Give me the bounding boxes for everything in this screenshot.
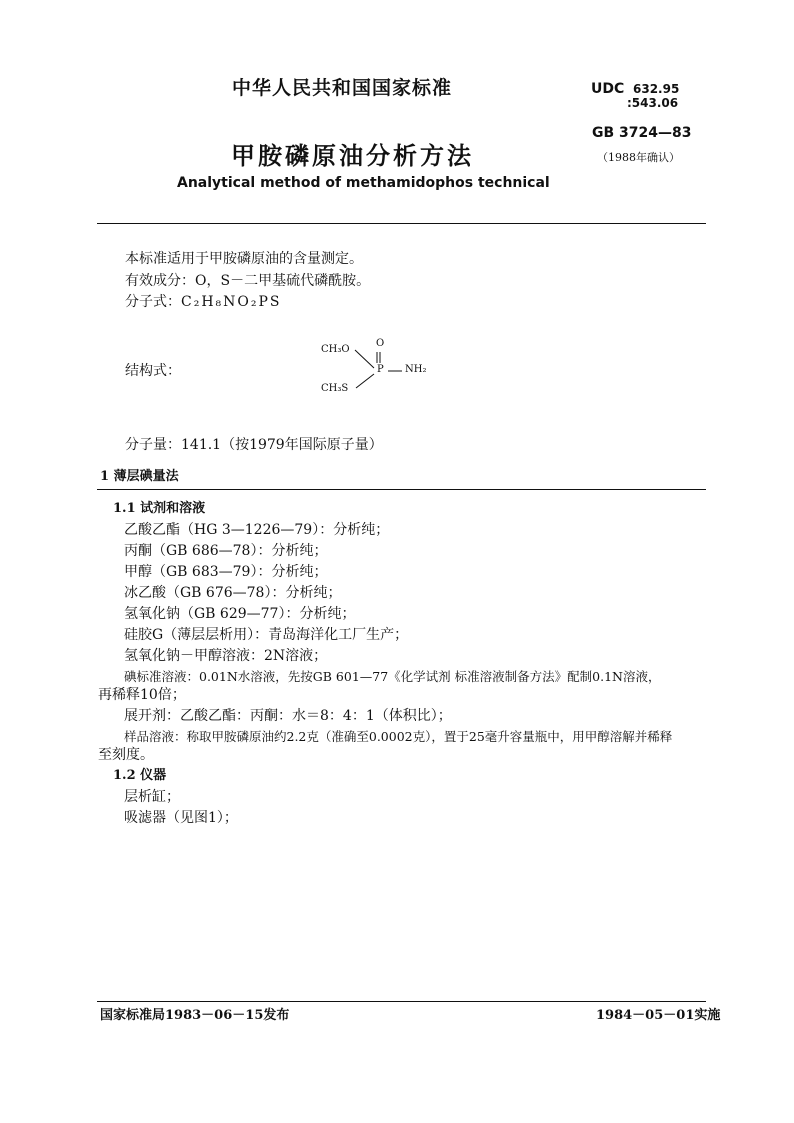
title-cn: 甲胺磷原油分析方法 (231, 141, 474, 170)
iodine-solution-line1: 碘标准溶液：0.01N水溶液，先按GB 601—77《化学试剂 标准溶液制备方法》配制0.1N溶液， (124, 669, 661, 684)
reagent-item: 氢氧化钠（GB 629—77）：分析纯； (124, 606, 356, 622)
section-1-2-title: 1.2 仪器 (113, 768, 167, 783)
reagent-item: 乙酸乙酯（HG 3—1226—79）：分析纯； (124, 522, 390, 538)
udc-label: UDC (591, 81, 625, 97)
structure-ch3o: CH₃O (321, 344, 350, 355)
title-en: Analytical method of methamidophos technical (177, 175, 550, 191)
structure-phosphorus: P (377, 364, 384, 375)
structure-nh2: NH₂ (405, 364, 427, 375)
issue-date: 国家标准局1983－06－15发布 (100, 1008, 290, 1023)
developer-text: 展开剂：乙酸乙酯：丙酮：水＝8：4：1（体积比）； (124, 708, 452, 724)
effective-date: 1984－05－01实施 (596, 1008, 721, 1023)
confirmed-note: （1988年确认） (597, 151, 680, 164)
reagent-item: 冰乙酸（GB 676—78）：分析纯； (124, 585, 342, 601)
reagent-item: 硅胶G（薄层层析用）：青岛海洋化工厂生产； (124, 627, 409, 643)
iodine-solution-line2: 再稀释10倍； (98, 687, 186, 703)
structure-label: 结构式： (125, 363, 181, 379)
section-1-title: 1 薄层碘量法 (100, 469, 179, 484)
reagent-item: 丙酮（GB 686—78）：分析纯； (124, 543, 328, 559)
scope-text: 本标准适用于甲胺磷原油的含量测定。 (125, 251, 363, 267)
active-text: 有效成分：O，S－二甲基硫代磷酰胺。 (125, 273, 371, 289)
instrument-item: 层析缸； (124, 789, 180, 805)
molecular-weight: 分子量：141.1（按1979年国际原子量） (125, 437, 383, 453)
formula-label: 分子式： (125, 294, 181, 310)
structure-bonds (350, 340, 410, 390)
section-rule (97, 489, 706, 490)
structure-ch3s: CH₃S (321, 383, 349, 394)
sample-solution-line2: 至刻度。 (98, 747, 154, 763)
instrument-item: 吸滤器（见图1）； (124, 810, 238, 826)
udc-line2: :543.06 (627, 96, 679, 110)
section-1-1-title: 1.1 试剂和溶液 (113, 501, 206, 516)
udc-line1: 632.95 (633, 82, 680, 96)
molecular-formula: C₂H₈NO₂PS (181, 294, 282, 310)
structure-oxygen: O (376, 338, 385, 349)
gb-number: GB 3724—83 (592, 125, 692, 141)
standard-type: 中华人民共和国国家标准 (232, 77, 453, 99)
header-rule (97, 223, 706, 224)
sample-solution-line1: 样品溶液：称取甲胺磷原油约2.2克（准确至0.0002克），置于25毫升容量瓶中，用甲醇溶解并稀释 (124, 729, 673, 744)
footer-rule (97, 1001, 706, 1002)
reagent-item: 甲醇（GB 683—79）：分析纯； (124, 564, 328, 580)
reagent-item: 氢氧化钠－甲醇溶液：2N溶液； (124, 648, 328, 664)
